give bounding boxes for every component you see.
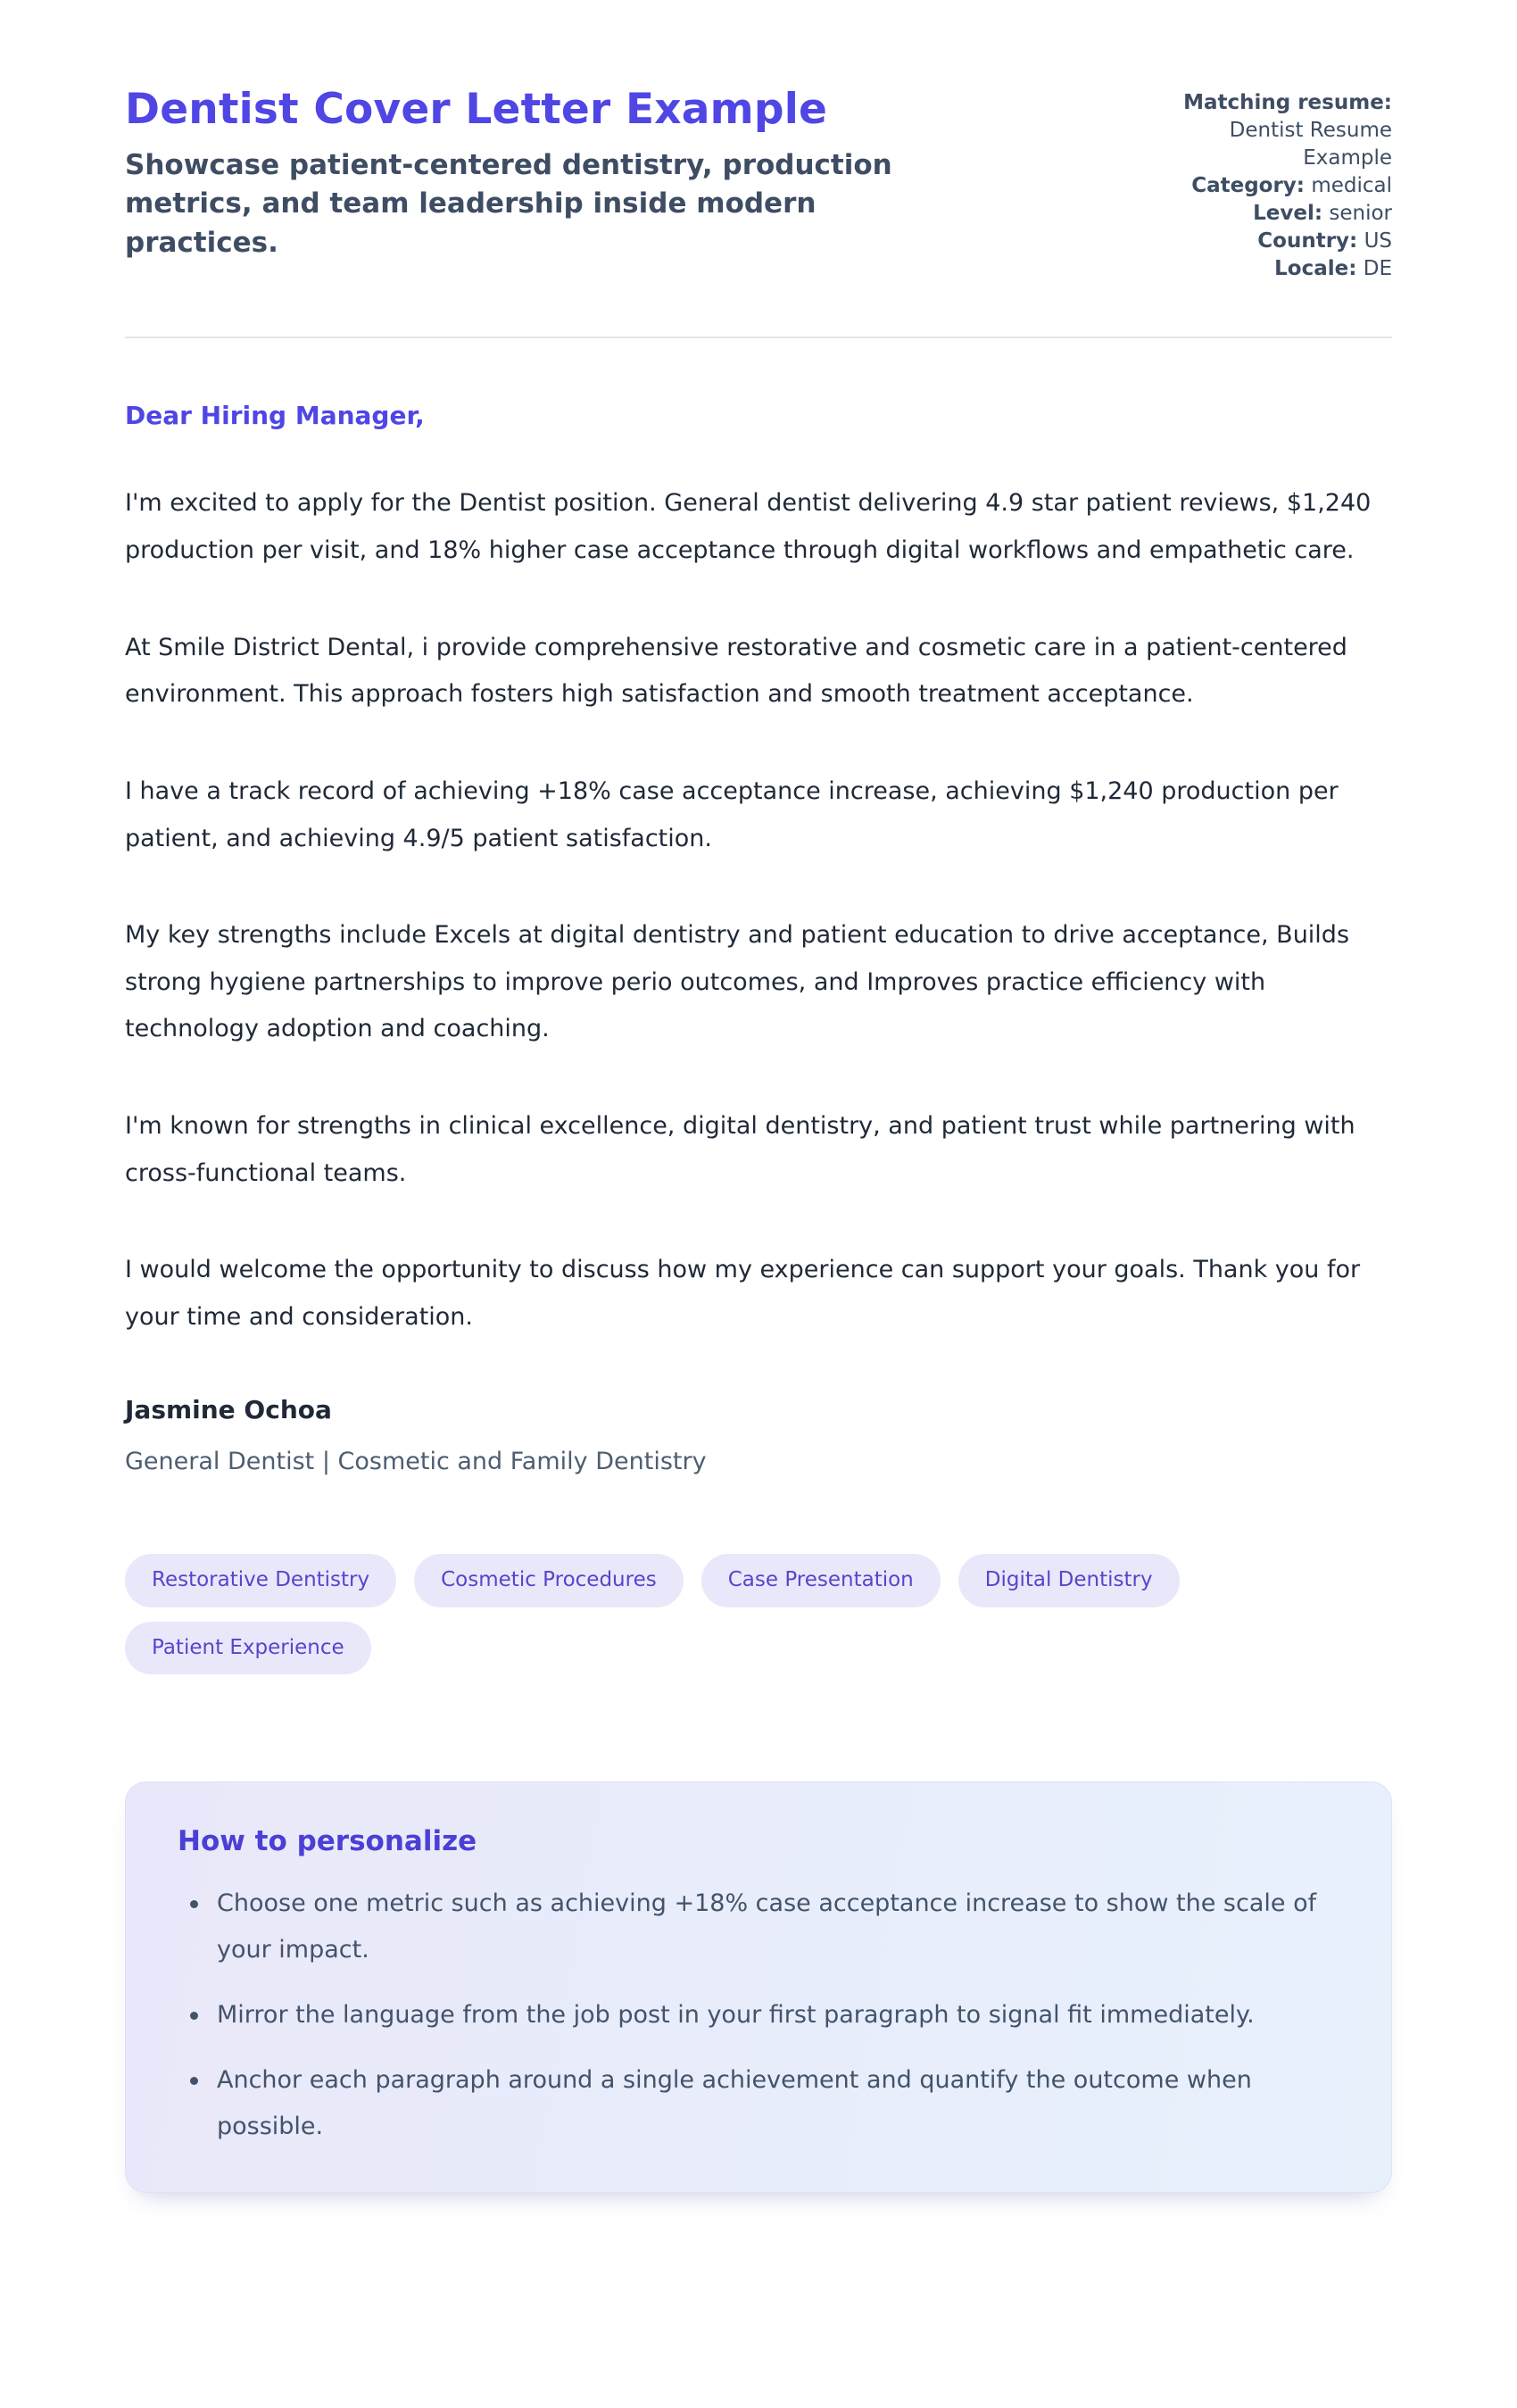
letter-paragraphs	[125, 480, 1392, 1341]
signature-name: Jasmine Ochoa	[125, 1394, 332, 1424]
meta-value: DE	[1363, 257, 1392, 281]
page-subtitle: Showcase patient-centered dentistry, production metrics, and team leadership inside modern practices.	[125, 149, 892, 259]
header-text	[125, 86, 946, 262]
letter-paragraph: At Smile District Dental, i provide comprehensive restorative and cosmetic care in a patient-centered environment. This approach fosters high satisfaction and smooth treatment acceptance.	[125, 633, 1347, 709]
letter-paragraph: I would welcome the opportunity to discuss how my experience can support your goals. Thank you for your time and consideration.	[125, 1256, 1361, 1332]
resume-meta	[1169, 86, 1392, 283]
personalize-tip: Mirror the language from the job post in your first paragraph to signal fit immediately.	[188, 1992, 1339, 2038]
meta-value: Dentist Resume Example	[1229, 119, 1392, 170]
personalize-callout	[125, 1781, 1392, 2192]
tag-pill: Cosmetic Procedures	[414, 1554, 684, 1607]
letter-paragraph: I'm excited to apply for the Dentist position. General dentist delivering 4.9 star patient reviews, $1,240 production per visit, and 18% higher case acceptance through digital workflows and empathetic care.	[125, 489, 1372, 564]
header-divider	[125, 336, 1392, 338]
meta-row	[1169, 172, 1392, 200]
tag-list	[125, 1554, 1392, 1675]
personalize-tips	[178, 1881, 1339, 2148]
meta-row	[1169, 89, 1392, 172]
tag-pill: Digital Dentistry	[958, 1554, 1180, 1607]
tag-pill: Restorative Dentistry	[125, 1554, 396, 1607]
meta-value: US	[1364, 229, 1392, 253]
cover-letter	[125, 401, 1392, 1474]
letter-paragraph: I'm known for strengths in clinical excellence, digital dentistry, and patient trust while partnering with cross-functional teams.	[125, 1112, 1355, 1187]
page-title: Dentist Cover Letter Example	[125, 85, 828, 134]
letter-paragraph: I have a track record of achieving +18% case acceptance increase, achieving $1,240 production per patient, and achieving 4.9/5 patient satisfaction.	[125, 776, 1339, 852]
meta-row	[1169, 255, 1392, 283]
meta-value: senior	[1329, 202, 1392, 226]
meta-row	[1169, 228, 1392, 255]
tag-pill: Case Presentation	[701, 1554, 941, 1607]
meta-label: Level:	[1253, 202, 1323, 226]
meta-value: medical	[1311, 174, 1392, 198]
header	[125, 86, 1392, 283]
meta-label: Locale:	[1274, 257, 1357, 281]
personalize-tip: Choose one metric such as achieving +18% case acceptance increase to show the scale of your impact.	[188, 1881, 1339, 1972]
meta-label: Matching resume:	[1183, 91, 1392, 114]
greeting: Dear Hiring Manager,	[125, 401, 425, 431]
meta-label: Country:	[1257, 229, 1358, 253]
tag-pill: Patient Experience	[125, 1622, 371, 1675]
personalize-title: How to personalize	[178, 1825, 477, 1858]
signature-role: General Dentist | Cosmetic and Family Dentistry	[125, 1447, 707, 1475]
personalize-tip: Anchor each paragraph around a single achievement and quantify the outcome when possible.	[188, 2057, 1339, 2149]
meta-label: Category:	[1191, 174, 1305, 198]
meta-row	[1169, 200, 1392, 228]
letter-paragraph: My key strengths include Excels at digital dentistry and patient education to drive acceptance, Builds strong hygiene partnerships to improve perio outcomes, and Improves practice efficiency with technology adoption and coaching.	[125, 921, 1350, 1043]
signature	[125, 1395, 1392, 1475]
